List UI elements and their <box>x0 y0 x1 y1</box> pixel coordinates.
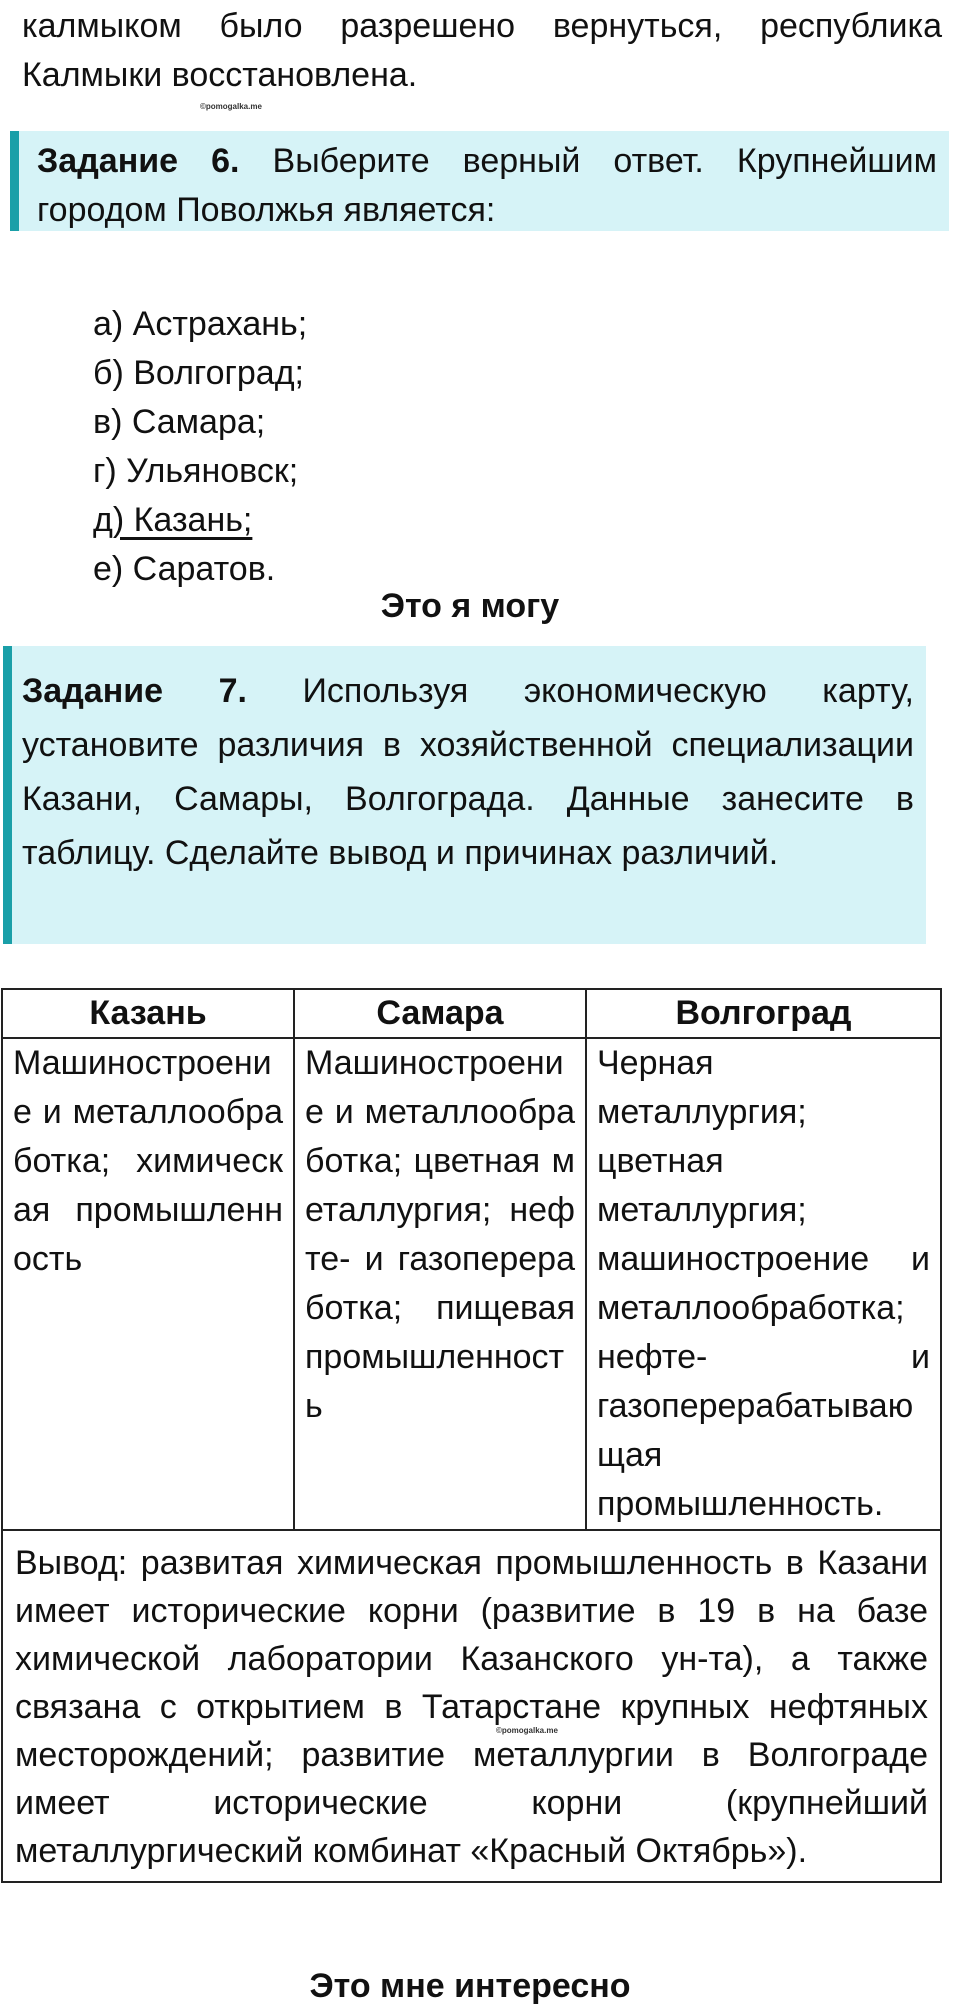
conclusion-row <box>2 1530 941 1882</box>
cell-volgograd: Черная металлургия; цветная металлургия; машиностроение и металлообработка; нефте- и газоперерабатывающая промышленность. <box>586 1038 941 1530</box>
cell-kazan: Машиностроение и металлообработка; химическая промышленность <box>2 1038 294 1530</box>
watermark: ©pomogalka.me <box>200 102 262 111</box>
option-a: а) Астрахань; <box>93 305 308 343</box>
section-heading-interesting: Это мне интересно <box>309 1967 631 2005</box>
option-d: г) Ульяновск; <box>93 452 299 490</box>
task-6-label: Задание 6. <box>37 142 240 180</box>
cell-samara: Машиностроение и металлообработка; цветная металлургия; нефте- и газопереработка; пищевая промышленность <box>294 1038 586 1530</box>
conclusion-text: Вывод: развитая химическая промышленность в Казани имеет исторические корни (развитие в 19 в на базе химической лаборатории Казанского ун-та), а также связана с открытием в Татарстане крупных нефтяных месторождений; развитие металлургии в Волгограде имеет исторические корни (крупнейший металлургический комбинат «Красный Октябрь»). <box>2 1530 941 1882</box>
task-7-label: Задание 7. <box>22 672 247 710</box>
task-7-text: Используя экономическую карту, установите различия в хозяйственной специализации Казани, Самары, Волгограда. Данные занесите в таблицу. Сделайте вывод и причинах различий. <box>22 672 914 872</box>
option-b: б) Волгоград; <box>93 354 304 392</box>
header-volgograd: Волгоград <box>586 989 941 1038</box>
header-samara: Самара <box>294 989 586 1038</box>
answer-table <box>1 988 942 1883</box>
table-row <box>2 1038 941 1530</box>
option-c: в) Самара; <box>93 403 266 441</box>
task-6-box <box>10 131 949 231</box>
header-kazan: Казань <box>2 989 294 1038</box>
task-6-text: Выберите верный ответ. Крупнейшим городом Поволжья является: <box>37 142 937 229</box>
table-header-row <box>2 989 941 1038</box>
intro-paragraph: калмыком было разрешено вернуться, республика Калмыки восстановлена. <box>22 7 942 94</box>
task-7-box <box>3 646 926 944</box>
option-f: е) Саратов. <box>93 550 276 588</box>
section-heading-can-do: Это я могу <box>380 587 560 625</box>
watermark-2: ©pomogalka.me <box>496 1726 558 1735</box>
answer-options <box>93 300 307 594</box>
option-e-correct: д) Казань; <box>93 501 253 539</box>
